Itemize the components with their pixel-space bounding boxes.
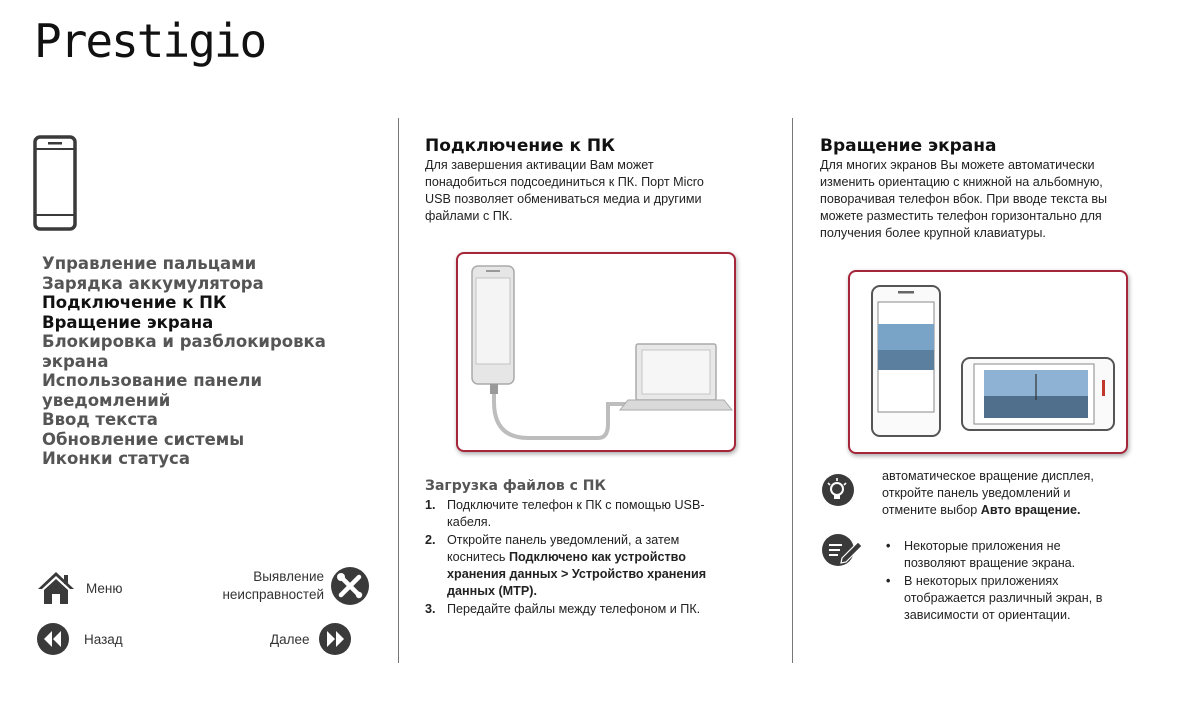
- list-item: [425, 497, 765, 531]
- pc-intro-line: USB позволяет обмениваться медиа и другими: [425, 192, 702, 206]
- toc-item-system-update[interactable]: Обновление системы: [42, 429, 245, 449]
- pencil-note-icon: [820, 532, 864, 568]
- step-text: [447, 566, 765, 583]
- toc-item-pc-connection[interactable]: Подключение к ПК: [42, 293, 227, 312]
- tip-text-bold: Авто вращение.: [980, 503, 1081, 517]
- troubleshooting-label: [208, 568, 324, 604]
- screen-rotation-title: Вращение экрана: [820, 136, 997, 156]
- step-text-bold: хранения данных > Устройство хранения: [447, 567, 707, 581]
- list-item: [882, 538, 1112, 572]
- back-button[interactable]: [36, 622, 123, 656]
- toc-item-screen-rotation[interactable]: Вращение экрана: [42, 312, 214, 332]
- note-text: • В некоторых приложениях: [904, 574, 1059, 588]
- usb-connection-illustration: [456, 252, 736, 452]
- list-item: [882, 573, 1112, 624]
- note-text: зависимости от ориентации.: [904, 608, 1071, 622]
- step-text: Подключите телефон к ПК с помощью USB-: [447, 498, 705, 512]
- table-of-contents: [42, 254, 392, 469]
- toc-item-status-icons[interactable]: Иконки статуса: [42, 449, 190, 468]
- rotation-notes-list: [882, 538, 1112, 625]
- next-button[interactable]: [270, 622, 352, 656]
- toc-item-screen-lock[interactable]: Блокировка и разблокировка экрана: [42, 332, 326, 371]
- step-text: Передайте файлы между телефоном и ПК.: [447, 602, 701, 616]
- troubleshooting-label-line1: Выявление: [253, 569, 324, 584]
- brand-logo: Prestigio: [34, 14, 266, 68]
- toc-item-notification-panel[interactable]: Использование панели: [42, 371, 263, 390]
- rotated-phones-illustration: [850, 272, 1126, 452]
- tip-line: откройте панель уведомлений и: [882, 486, 1071, 500]
- lightbulb-tip-icon: [820, 472, 856, 508]
- rotate-intro-line: изменить ориентацию с книжной на альбомную,: [820, 175, 1103, 189]
- phone-laptop-illustration: [458, 254, 734, 450]
- list-item: [425, 532, 765, 600]
- step-text: [447, 549, 765, 566]
- rotate-intro-line: поворачивая телефон вбок. При вводе текста вы: [820, 192, 1108, 206]
- step-text-part: коснитесь: [447, 550, 509, 564]
- rotation-tip: [882, 468, 1122, 519]
- fast-forward-icon: [318, 622, 352, 656]
- screen-rotation-intro: [820, 157, 1180, 242]
- note-text: позволяют вращение экрана.: [904, 556, 1076, 570]
- rotate-intro-line: можете разместить телефон горизонтально для: [820, 209, 1102, 223]
- tip-text-part: отмените выбор: [882, 503, 981, 517]
- step-text-bold: Подключено как устройство: [508, 550, 686, 564]
- troubleshooting-button[interactable]: [208, 566, 370, 606]
- note-text: • Некоторые приложения не: [904, 539, 1061, 553]
- pc-intro-line: понадобиться подсоединиться к ПК. Порт Micro: [425, 175, 704, 189]
- step-text: Откройте панель уведомлений, а затем: [447, 533, 680, 547]
- download-steps-list: [425, 497, 765, 619]
- pc-connection-intro: [425, 157, 775, 225]
- rewind-icon: [36, 622, 70, 656]
- step-text: кабеля.: [447, 515, 492, 529]
- menu-label: Меню: [86, 580, 123, 596]
- toc-item-battery-charging[interactable]: Зарядка аккумулятора: [42, 273, 264, 293]
- rotate-intro-line: Для многих экранов Вы можете автоматически: [820, 158, 1095, 172]
- toc-item-text-input[interactable]: Ввод текста: [42, 410, 158, 429]
- toc-item-notification-panel-cont[interactable]: уведомлений: [42, 390, 171, 410]
- note-text: отображается различный экран, в: [904, 591, 1103, 605]
- toc-item-finger-control[interactable]: Управление пальцами: [42, 254, 257, 273]
- pc-intro-line: файлами с ПК.: [425, 209, 513, 223]
- column-divider: [792, 118, 793, 663]
- step-number: 2.: [425, 533, 436, 547]
- tools-icon: [330, 566, 370, 606]
- home-icon: [36, 570, 76, 606]
- rotate-intro-line: получения более крупной клавиатуры.: [820, 226, 1046, 240]
- download-files-title: Загрузка файлов с ПК: [425, 478, 606, 494]
- step-text-bold: .: [533, 584, 537, 598]
- pc-connection-title: Подключение к ПК: [425, 136, 616, 156]
- step-text: [447, 583, 765, 600]
- next-label: Далее: [270, 631, 310, 647]
- column-divider: [398, 118, 399, 663]
- step-number: 3.: [425, 602, 436, 616]
- menu-button[interactable]: [36, 570, 123, 606]
- step-number: 1.: [425, 498, 436, 512]
- troubleshooting-label-line2: неисправностей: [222, 587, 324, 602]
- rotation-illustration: [848, 270, 1128, 454]
- step-text-bold: данных (MTP): [447, 584, 534, 598]
- pc-intro-line: Для завершения активации Вам может: [425, 158, 654, 172]
- tip-line: [882, 502, 1122, 519]
- list-item: [425, 601, 765, 618]
- back-label: Назад: [84, 631, 123, 647]
- smartphone-icon: [33, 135, 77, 231]
- tip-line: автоматическое вращение дисплея,: [882, 469, 1094, 483]
